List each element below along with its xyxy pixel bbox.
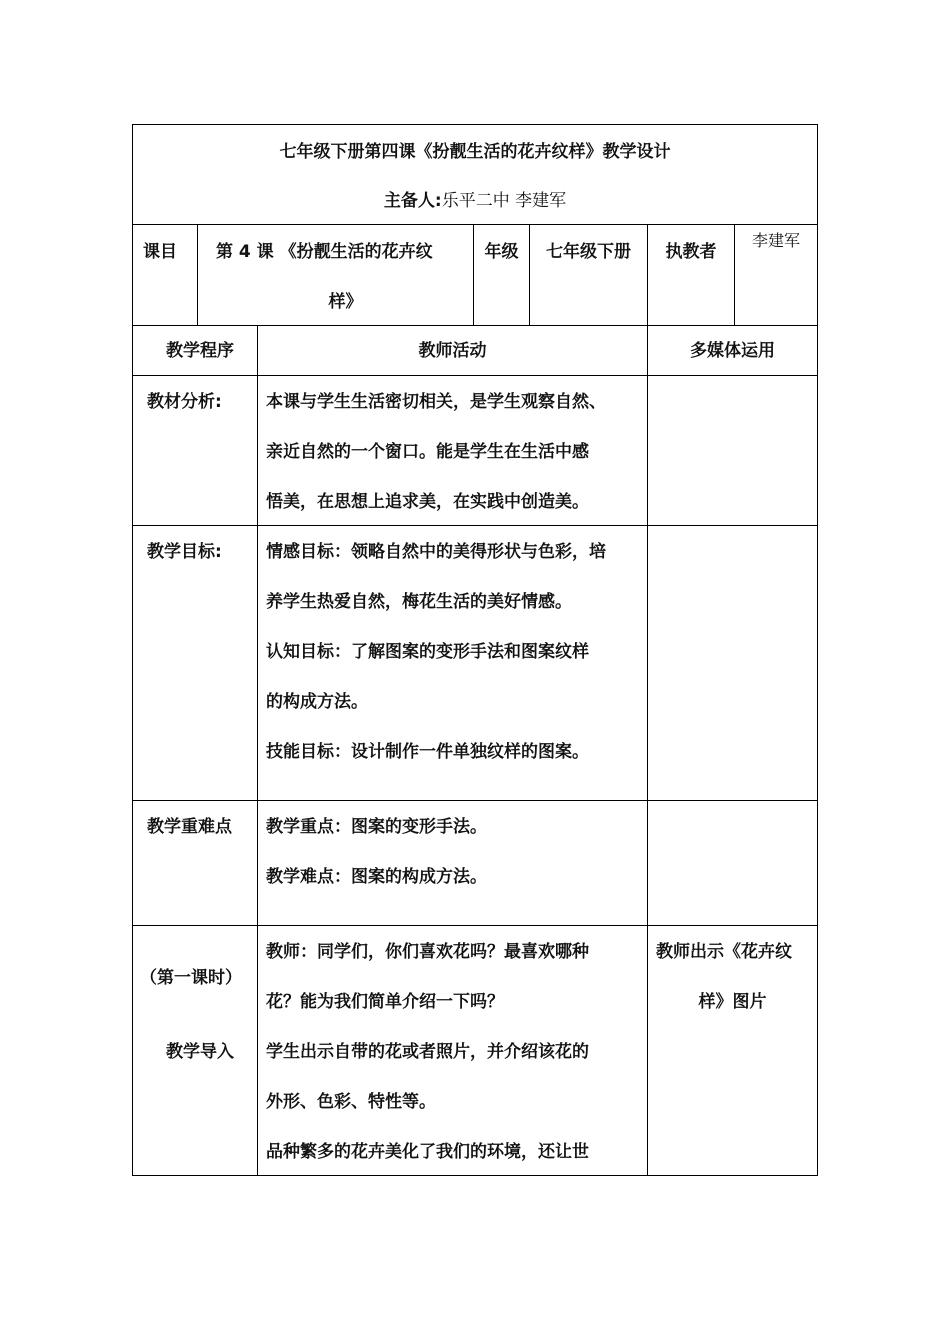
keypoints-line: 教学难点：图案的构成方法。 xyxy=(266,867,487,887)
subject-value-line2: 样》 xyxy=(328,292,363,312)
intro-line: 品种繁多的花卉美化了我们的环境，还让世 xyxy=(266,1142,589,1162)
goals-label: 教学目标: xyxy=(147,542,222,562)
preparer-line xyxy=(132,176,818,226)
goals-line: 养学生热爱自然，梅花生活的美好情感。 xyxy=(266,592,572,612)
analysis-line: 悟美，在思想上追求美，在实践中创造美。 xyxy=(266,492,589,512)
subject-value-line1: 第 4 课 《扮靓生活的花卉纹 xyxy=(216,242,433,262)
document-title: 七年级下册第四课《扮靓生活的花卉纹样》教学设计 xyxy=(279,142,671,162)
intro-line: 花？能为我们简单介绍一下吗？ xyxy=(266,992,504,1012)
intro-media-line2: 样》图片 xyxy=(698,992,767,1012)
analysis-label: 教材分析: xyxy=(147,392,222,412)
subject-label: 课目 xyxy=(143,242,177,262)
preparer-label: 主备人: xyxy=(383,191,442,211)
intro-media-line1: 教师出示《花卉纹 xyxy=(656,942,792,962)
goals-line: 技能目标：设计制作一件单独纹样的图案。 xyxy=(266,742,589,762)
teacher-label: 执教者 xyxy=(665,242,717,262)
header-media: 多媒体运用 xyxy=(690,341,775,361)
keypoints-label: 教学重难点 xyxy=(147,817,232,837)
keypoints-media-cell xyxy=(647,800,818,926)
preparer-value: 乐平二中 李建军 xyxy=(441,191,567,211)
goals-media-cell xyxy=(647,525,818,801)
intro-label-line1: （第一课时） xyxy=(140,968,242,988)
grade-value: 七年级下册 xyxy=(546,242,631,262)
teacher-value: 李建军 xyxy=(751,231,800,250)
intro-line: 外形、色彩、特性等。 xyxy=(266,1092,436,1112)
goals-line: 情感目标：领略自然中的美得形状与色彩，培 xyxy=(266,542,606,562)
goals-line: 的构成方法。 xyxy=(266,692,368,712)
keypoints-line: 教学重点：图案的变形手法。 xyxy=(266,817,487,837)
analysis-line: 亲近自然的一个窗口。能是学生在生活中感 xyxy=(266,442,589,462)
analysis-media-cell xyxy=(647,375,818,526)
header-procedure: 教学程序 xyxy=(166,341,234,361)
intro-line: 学生出示自带的花或者照片，并介绍该花的 xyxy=(266,1042,589,1062)
lesson-plan-page xyxy=(132,124,818,1176)
grade-label: 年级 xyxy=(484,242,519,262)
goals-line: 认知目标：了解图案的变形手法和图案纹样 xyxy=(266,642,589,662)
header-activity: 教师活动 xyxy=(418,341,487,361)
intro-line: 教师：同学们，你们喜欢花吗？最喜欢哪种 xyxy=(266,942,589,962)
intro-label-line2: 教学导入 xyxy=(166,1042,234,1062)
analysis-line: 本课与学生生活密切相关，是学生观察自然、 xyxy=(266,392,606,412)
